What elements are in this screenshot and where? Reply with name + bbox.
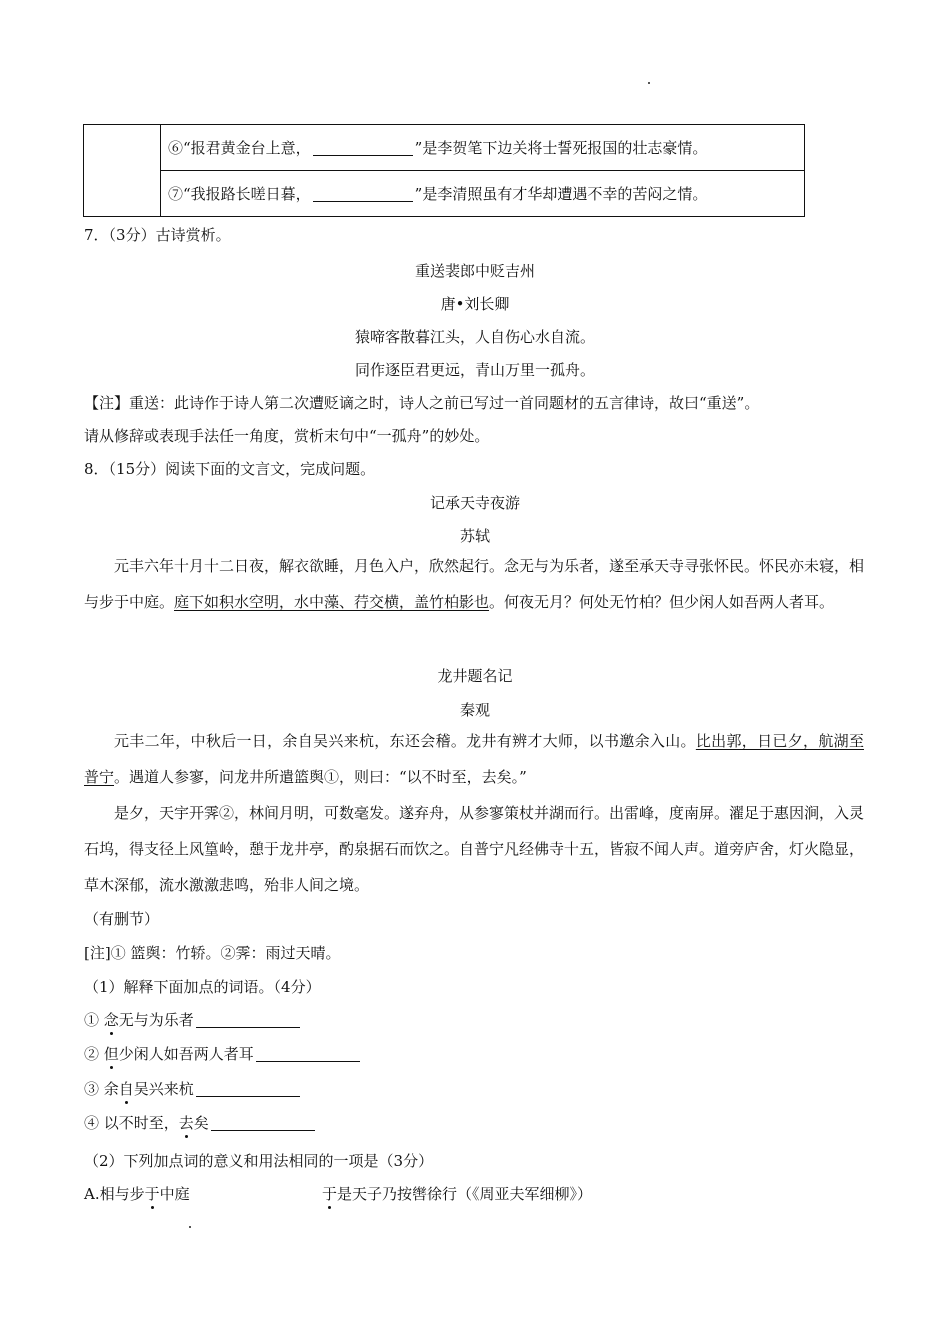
vocab-item-3: ③ 余自吴兴来杭 bbox=[84, 1078, 302, 1099]
vocab-item-2: ② 但少闲人如吾两人者耳 bbox=[84, 1043, 362, 1064]
answer-blank[interactable] bbox=[313, 154, 413, 156]
scan-speck bbox=[648, 82, 650, 84]
q7-heading: 7．（3分）古诗赏析。 bbox=[84, 226, 231, 244]
dotted-word: 自 bbox=[118, 1080, 134, 1098]
q7-question: 请从修辞或表现手法任一角度，赏析末句中“一孤舟”的妙处。 bbox=[84, 427, 490, 445]
text2-author: 秦观 bbox=[459, 701, 490, 719]
table-row bbox=[84, 171, 805, 217]
poem-title: 重送裴郎中贬吉州 bbox=[414, 262, 535, 280]
scan-speck bbox=[189, 1226, 191, 1228]
poem-line-2: 同作逐臣君更远，青山万里一孤舟。 bbox=[354, 361, 595, 379]
underlined-sentence: 庭下如积水空明，水中藻、荇交横，盖竹柏影也 bbox=[174, 593, 490, 611]
dotted-word: 但 bbox=[103, 1045, 119, 1063]
dotted-word: 念 bbox=[103, 1011, 119, 1029]
text1-author: 苏轼 bbox=[459, 527, 490, 545]
dotted-word: 于 bbox=[144, 1185, 160, 1203]
poem-note: 【注】重送：此诗作于诗人第二次遭贬谪之时，诗人之前已写过一首同题材的五言律诗，故曰“重送”。 bbox=[84, 394, 760, 412]
sub-question-2: （2）下列加点词的意义和用法相同的一项是（3分） bbox=[84, 1152, 434, 1170]
dotted-word: 去 bbox=[178, 1114, 194, 1132]
vocab-item-4: ④ 以不时至，去矣 bbox=[84, 1112, 317, 1133]
text1-title: 记承天寺夜游 bbox=[429, 494, 520, 512]
table-row bbox=[84, 125, 805, 171]
table-label-cell bbox=[84, 125, 161, 217]
answer-blank[interactable] bbox=[313, 200, 413, 202]
answer-blank[interactable] bbox=[211, 1129, 315, 1131]
fill-in-table bbox=[83, 124, 805, 217]
underlined-sentence: 比出郭，日已夕，航湖至普宁 bbox=[84, 732, 864, 786]
q8-heading: 8．（15分）阅读下面的文言文，完成问题。 bbox=[84, 460, 376, 478]
option-a-right: 于是天子乃按辔徐行（《周亚夫军细柳》） bbox=[322, 1185, 593, 1203]
vocab-item-1: ① 念无与为乐者 bbox=[84, 1009, 302, 1030]
text2-title: 龙井题名记 bbox=[437, 667, 513, 685]
dotted-word: 于 bbox=[322, 1185, 338, 1203]
poem-author: 唐•刘长卿 bbox=[440, 295, 510, 313]
text2-paragraph-1: 元丰二年，中秋后一日，余自吴兴来杭，东还会稽。龙井有辨才大师，以书邀余入山。比出郭，日已夕，航湖至普宁。遇道人参寥，问龙井所遣篮舆①，则曰：“以不时至，去矣。” bbox=[84, 732, 864, 786]
table-cell-7: ⑦“我报路长嗟日暮， ”是李清照虽有才华却遭遇不幸的苦闷之情。 bbox=[161, 171, 805, 217]
poem-line-1: 猿啼客散暮江头，人自伤心水自流。 bbox=[354, 328, 595, 346]
text2-paragraph-2: 是夕，天宇开霁②，林间月明，可数毫发。遂弃舟，从参寥策杖并湖而行。出雷峰，度南屏。濯足于惠因涧，入灵石坞，得支径上风篁岭，憩于龙井亭，酌泉据石而饮之。自普宁凡经佛寺十五，皆寂不闻人声。道旁庐舍，灯火隐显，草木深郁，流水激激悲鸣，殆非人间之境。 bbox=[84, 804, 865, 894]
answer-blank[interactable] bbox=[256, 1060, 360, 1062]
option-a-left[interactable]: A.相与步于中庭 bbox=[84, 1185, 190, 1203]
answer-blank[interactable] bbox=[196, 1095, 300, 1097]
text1-paragraph: 元丰六年十月十二日夜，解衣欲睡，月色入户，欣然起行。念无与为乐者，遂至承天寺寻张怀民。怀民亦未寝，相与步于中庭。庭下如积水空明，水中藻、荇交横，盖竹柏影也。何夜无月？何处无竹柏？但少闲人如吾两人者耳。 bbox=[84, 557, 865, 611]
deletion-note: （有删节） bbox=[84, 910, 160, 928]
answer-blank[interactable] bbox=[196, 1026, 300, 1028]
table-cell-6: ⑥“报君黄金台上意， ”是李贺笔下边关将士誓死报国的壮志豪情。 bbox=[161, 125, 805, 171]
sub-question-1: （1）解释下面加点的词语。（4分） bbox=[84, 978, 321, 996]
annotation: [注]① 篮舆：竹轿。②霁：雨过天晴。 bbox=[84, 944, 341, 962]
